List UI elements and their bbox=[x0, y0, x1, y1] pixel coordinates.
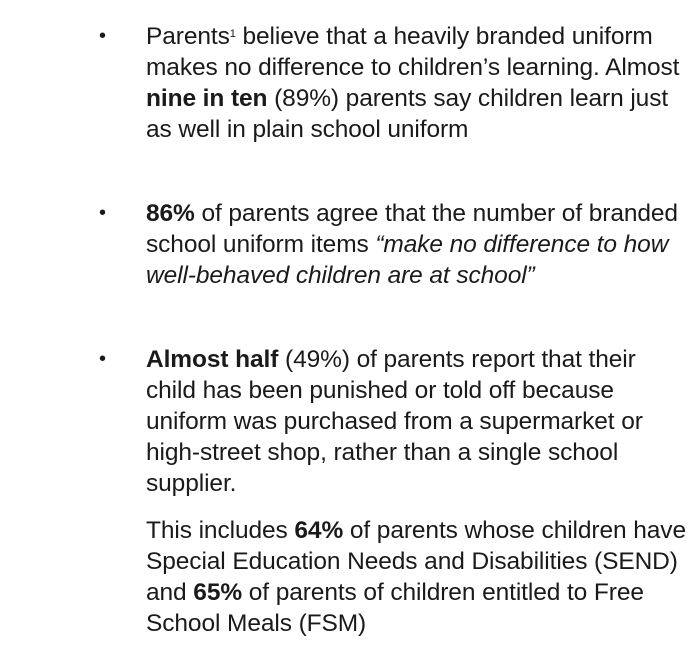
bullet-point: • bbox=[99, 348, 107, 370]
text-segment: believe that a heavily branded uniform makes no difference to children’s learning. Almost bbox=[146, 23, 680, 81]
bold-text-segment: Almost half bbox=[146, 346, 279, 373]
bold-text-segment: 86% bbox=[146, 200, 195, 227]
bullet-point: • bbox=[99, 202, 107, 224]
paragraph-text-send-fsm bbox=[146, 515, 691, 639]
text-segment: of parents of children entitled to Free School Meals (FSM) bbox=[146, 579, 644, 637]
text-segment: of parents agree that the number of branded school uniform items bbox=[146, 200, 678, 258]
italic-quote: “make no difference to how well-behaved children are at school” bbox=[146, 231, 669, 289]
bullet-text-punished bbox=[146, 344, 691, 499]
bullet-point: • bbox=[99, 25, 107, 47]
bullet-text-behaviour bbox=[146, 198, 691, 291]
text-segment: Parents bbox=[146, 23, 230, 50]
bullet-text-uniform-learning bbox=[146, 21, 691, 145]
text-segment: (49%) of parents report that their child has been punished or told off because uniform was purchased from a supermarket or high-street shop, rather than a single school supplier. bbox=[146, 346, 643, 497]
text-segment: This includes bbox=[146, 517, 295, 544]
text-segment: of parents whose children have Special Education Needs and Disabilities (SEND) and bbox=[146, 517, 686, 606]
footnote-marker: 1 bbox=[229, 28, 236, 40]
text-segment: (89%) parents say children learn just as well in plain school uniform bbox=[146, 85, 669, 143]
bold-text-segment: 65% bbox=[193, 579, 243, 606]
bold-text-segment: nine in ten bbox=[146, 85, 268, 112]
bold-text-segment: 64% bbox=[294, 517, 344, 544]
